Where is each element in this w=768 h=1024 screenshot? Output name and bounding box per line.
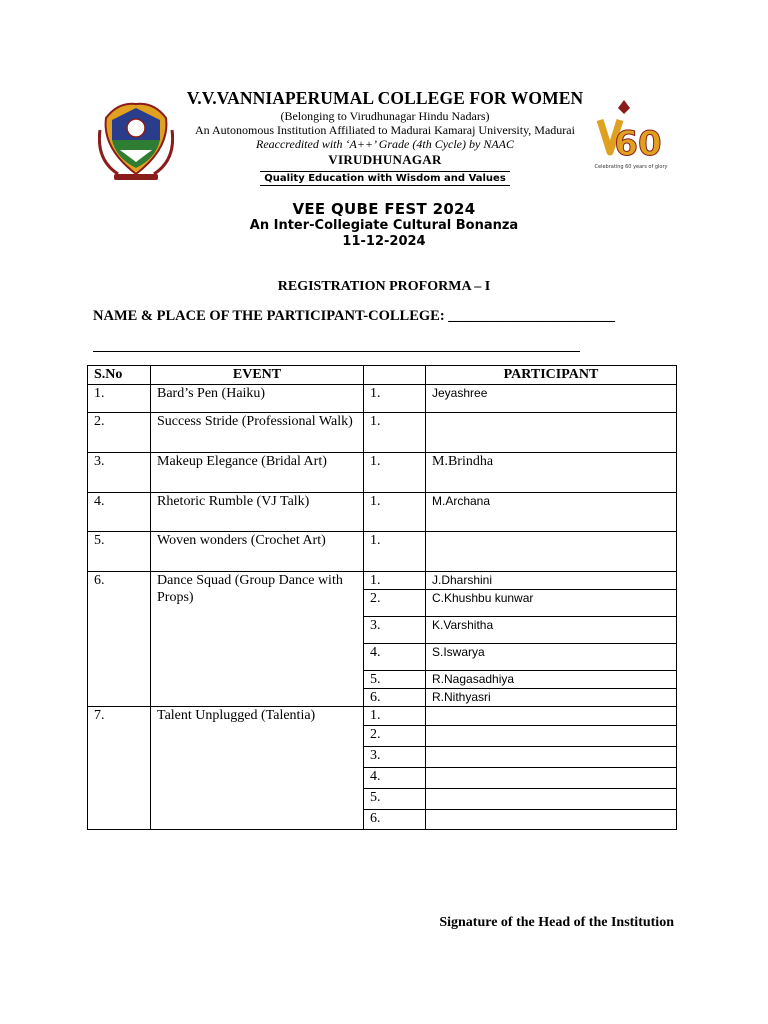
cell-participant-name[interactable]: M.Brindha [426, 453, 677, 493]
cell-sno: 7. [88, 707, 151, 830]
cell-participant-name[interactable] [426, 747, 677, 768]
participant-college-label: NAME & PLACE OF THE PARTICIPANT-COLLEGE: _______________________ [93, 308, 616, 324]
cell-participant-name[interactable]: R.Nagasadhiya [426, 671, 677, 689]
cell-slot-number: 1. [364, 493, 426, 532]
letterhead [92, 86, 678, 192]
table-row [88, 532, 677, 572]
cell-slot-number: 1. [364, 453, 426, 493]
cell-participant-name[interactable]: C.Khushbu kunwar [426, 590, 677, 617]
header-participant: PARTICIPANT [426, 366, 677, 385]
table-row [88, 385, 677, 413]
cell-event: Dance Squad (Group Dance with Props) [151, 572, 364, 707]
autonomous-line: An Autonomous Institution Affiliated to Madurai Kamaraj University, Madurai [195, 123, 575, 137]
cell-participant-name[interactable] [426, 789, 677, 810]
cell-participant-name[interactable]: R.Nithyasri [426, 689, 677, 707]
fest-title: VEE QUBE FEST 2024 [292, 200, 476, 218]
college-name: V.V.VANNIAPERUMAL COLLEGE FOR WOMEN [186, 88, 584, 108]
sixty-logo-caption: Celebrating 60 years of glory [594, 164, 668, 170]
signature-label: Signature of the Head of the Institution [439, 915, 674, 930]
college-emblem-logo [98, 100, 174, 182]
cell-sno: 5. [88, 532, 151, 572]
cell-sno: 2. [88, 413, 151, 453]
college-motto: Quality Education with Wisdom and Values [260, 171, 510, 186]
cell-slot-number: 1. [364, 572, 426, 590]
cell-participant-name[interactable]: S.Iswarya [426, 644, 677, 671]
table-row [88, 413, 677, 453]
registration-table [87, 365, 677, 830]
table-row [88, 707, 677, 726]
affiliation-line: (Belonging to Virudhunagar Hindu Nadars) [280, 109, 490, 123]
cell-participant-name[interactable] [426, 810, 677, 830]
cell-participant-name[interactable] [426, 768, 677, 789]
cell-slot-number: 6. [364, 810, 426, 830]
cell-slot-number: 6. [364, 689, 426, 707]
fest-date: 11-12-2024 [342, 234, 426, 249]
cell-participant-name[interactable] [426, 707, 677, 726]
cell-slot-number: 4. [364, 644, 426, 671]
college-city: VIRUDHUNAGAR [328, 152, 442, 167]
cell-event: Success Stride (Professional Walk) [151, 413, 364, 453]
cell-participant-name[interactable]: J.Dharshini [426, 572, 677, 590]
cell-participant-name[interactable] [426, 726, 677, 747]
header-event: EVENT [151, 366, 364, 385]
header-sno: S.No [88, 366, 151, 385]
cell-participant-name[interactable]: K.Varshitha [426, 617, 677, 644]
fest-subtitle: An Inter-Collegiate Cultural Bonanza [249, 218, 519, 233]
cell-event: Talent Unplugged (Talentia) [151, 707, 364, 830]
table-header-row [88, 366, 677, 385]
sixty-logo-number: 60 [614, 124, 662, 164]
cell-slot-number: 5. [364, 671, 426, 689]
cell-slot-number: 2. [364, 726, 426, 747]
cell-participant-name[interactable] [426, 413, 677, 453]
table-row [88, 572, 677, 590]
cell-slot-number: 4. [364, 768, 426, 789]
cell-event: Bard’s Pen (Haiku) [151, 385, 364, 413]
table-row [88, 453, 677, 493]
cell-slot-number: 1. [364, 707, 426, 726]
cell-sno: 3. [88, 453, 151, 493]
cell-event: Rhetoric Rumble (VJ Talk) [151, 493, 364, 532]
college-info [177, 86, 593, 186]
proforma-title: REGISTRATION PROFORMA – I [277, 279, 491, 294]
cell-sno: 1. [88, 385, 151, 413]
cell-slot-number: 2. [364, 590, 426, 617]
cell-event: Makeup Elegance (Bridal Art) [151, 453, 364, 493]
header-blank [364, 366, 426, 385]
sixty-years-logo [590, 100, 672, 176]
cell-slot-number: 3. [364, 617, 426, 644]
accreditation-line: Reaccredited with ‘A++’ Grade (4th Cycle) by NAAC [255, 137, 514, 151]
cell-sno: 4. [88, 493, 151, 532]
cell-participant-name[interactable] [426, 532, 677, 572]
cell-slot-number: 1. [364, 385, 426, 413]
cell-slot-number: 1. [364, 413, 426, 453]
cell-slot-number: 1. [364, 532, 426, 572]
cell-slot-number: 3. [364, 747, 426, 768]
table-row [88, 493, 677, 532]
cell-event: Woven wonders (Crochet Art) [151, 532, 364, 572]
cell-slot-number: 5. [364, 789, 426, 810]
blank-write-line [93, 351, 580, 352]
cell-participant-name[interactable]: Jeyashree [426, 385, 677, 413]
cell-participant-name[interactable]: M.Archana [426, 493, 677, 532]
cell-sno: 6. [88, 572, 151, 707]
